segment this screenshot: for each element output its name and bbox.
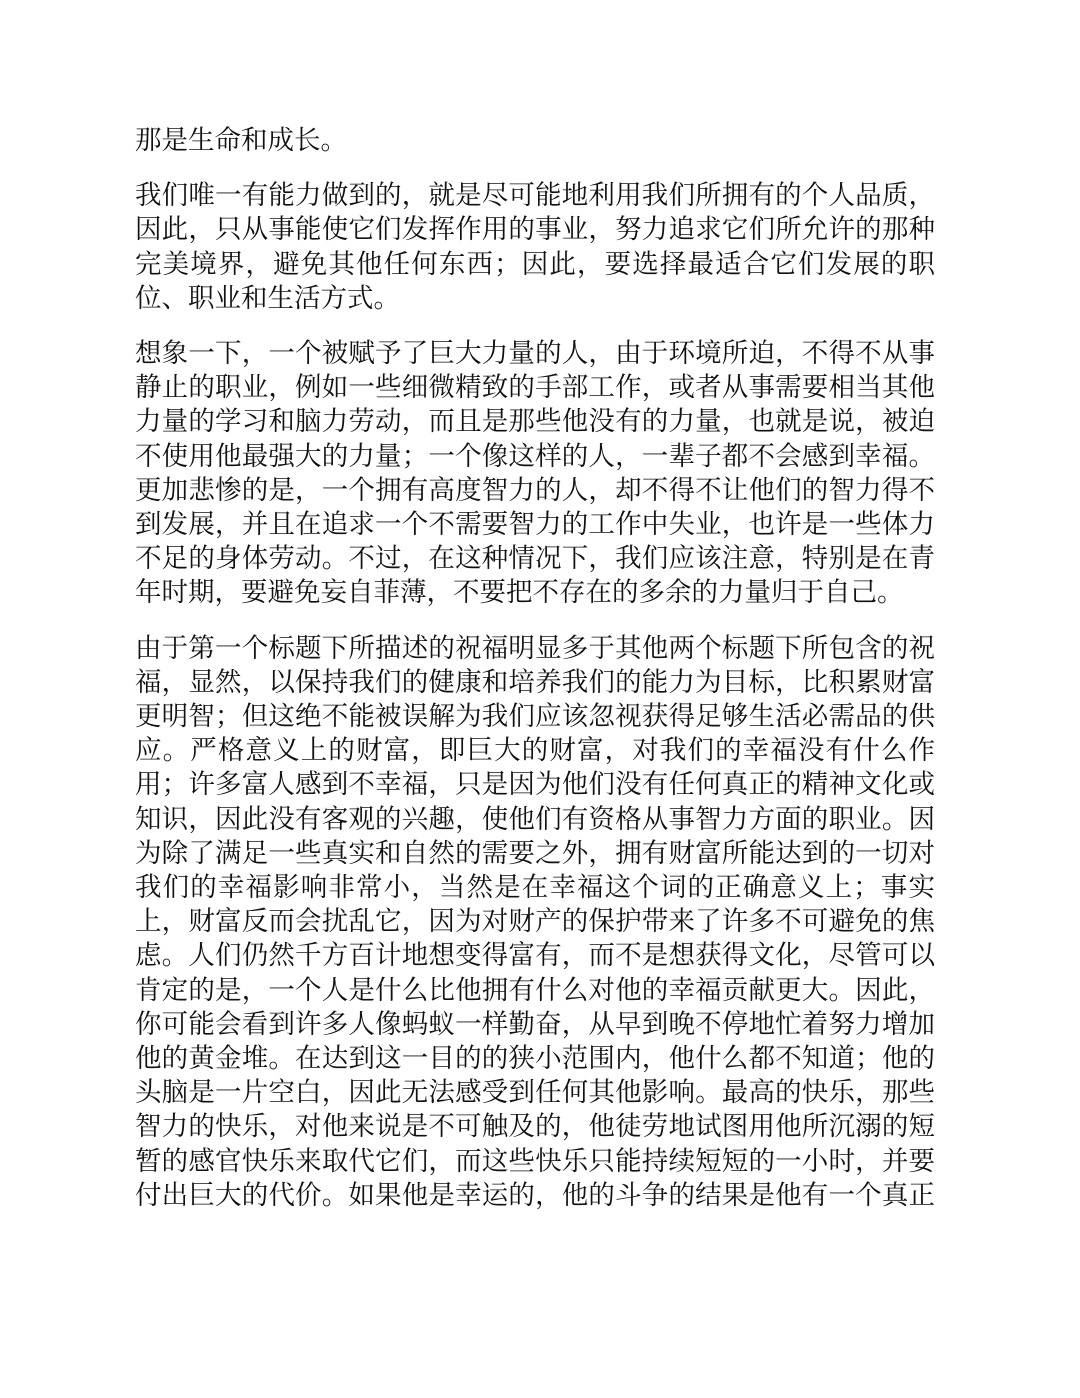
text-line: 付出巨大的代价。如果他是幸运的，他的斗争的结果是他有一个真正 xyxy=(135,1179,935,1211)
text-line: 更明智；但这绝不能被误解为我们应该忽视获得足够生活必需品的供 xyxy=(135,701,935,733)
text-line: 静止的职业，例如一些细微精致的手部工作，或者从事需要相当其他 xyxy=(135,372,935,404)
text-line: 不使用他最强大的力量；一个像这样的人，一辈子都不会感到幸福。 xyxy=(135,440,935,472)
text-line: 想象一下，一个被赋予了巨大力量的人，由于环境所迫，不得不从事 xyxy=(135,338,935,370)
text-line: 虑。人们仍然千方百计地想变得富有，而不是想获得文化，尽管可以 xyxy=(135,940,935,972)
paragraph-3 xyxy=(135,337,935,611)
text-line: 他的黄金堆。在达到这一目的的狭小范围内，他什么都不知道；他的 xyxy=(135,1043,935,1075)
text-line: 我们的幸福影响非常小，当然是在幸福这个词的正确意义上；事实 xyxy=(135,872,935,904)
text-line: 智力的快乐，对他来说是不可触及的，他徒劳地试图用他所沉溺的短 xyxy=(135,1111,935,1143)
text-line: 到发展，并且在追求一个不需要智力的工作中失业，也许是一些体力 xyxy=(135,509,935,541)
text-line: 你可能会看到许多人像蚂蚁一样勤奋，从早到晚不停地忙着努力增加 xyxy=(135,1008,935,1040)
text-line: 福，显然，以保持我们的健康和培养我们的能力为目标，比积累财富 xyxy=(135,666,935,698)
text-line: 更加悲惨的是，一个拥有高度智力的人，却不得不让他们的智力得不 xyxy=(135,474,935,506)
paragraph-4 xyxy=(135,632,935,1213)
text-line: 我们唯一有能力做到的，就是尽可能地利用我们所拥有的个人品质， xyxy=(135,180,935,212)
text-line: 完美境界，避免其他任何东西；因此，要选择最适合它们发展的职 xyxy=(135,248,935,280)
text-line: 因此，只从事能使它们发挥作用的事业，努力追求它们所允许的那种 xyxy=(135,214,935,246)
text-line: 应。严格意义上的财富，即巨大的财富，对我们的幸福没有什么作 xyxy=(135,735,935,767)
text-line: 知识，因此没有客观的兴趣，使他们有资格从事智力方面的职业。因 xyxy=(135,803,935,835)
text-line: 暂的感官快乐来取代它们，而这些快乐只能持续短短的一小时，并要 xyxy=(135,1145,935,1177)
text-line: 那是生命和成长。 xyxy=(135,125,347,156)
text-line: 头脑是一片空白，因此无法感受到任何其他影响。最高的快乐，那些 xyxy=(135,1077,935,1109)
document-page xyxy=(135,124,935,1213)
text-line: 力量的学习和脑力劳动，而且是那些他没有的力量，也就是说，被迫 xyxy=(135,406,935,438)
text-line: 用；许多富人感到不幸福，只是因为他们没有任何真正的精神文化或 xyxy=(135,769,935,801)
text-line: 肯定的是，一个人是什么比他拥有什么对他的幸福贡献更大。因此， xyxy=(135,974,935,1006)
paragraph-1 xyxy=(135,124,935,158)
paragraph-2 xyxy=(135,179,935,316)
text-line: 年时期，要避免妄自菲薄，不要把不存在的多余的力量归于自己。 xyxy=(135,577,904,609)
text-line: 由于第一个标题下所描述的祝福明显多于其他两个标题下所包含的祝 xyxy=(135,632,935,664)
text-line: 位、职业和生活方式。 xyxy=(135,282,400,314)
text-line: 不足的身体劳动。不过，在这种情况下，我们应该注意，特别是在青 xyxy=(135,543,935,575)
text-line: 上，财富反而会扰乱它，因为对财产的保护带来了许多不可避免的焦 xyxy=(135,906,935,938)
text-line: 为除了满足一些真实和自然的需要之外，拥有财富所能达到的一切对 xyxy=(135,837,935,869)
